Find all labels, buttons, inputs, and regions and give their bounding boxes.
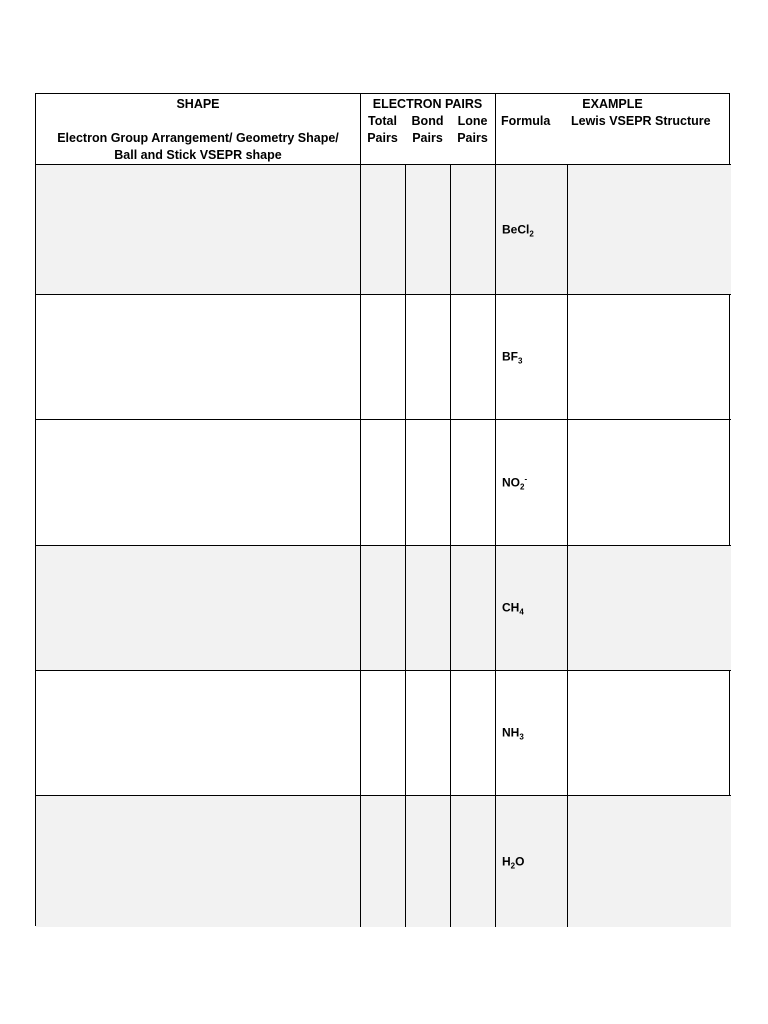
shape-cell[interactable] (36, 165, 361, 294)
table-row (36, 796, 731, 927)
table-header (36, 94, 731, 165)
formula-text: BeCl$_2$ (502, 221, 534, 239)
formula-text: $NO_2^-$ (502, 473, 528, 492)
worksheet-table (35, 93, 730, 926)
total-pairs-cell[interactable] (361, 546, 406, 670)
shape-cell[interactable] (36, 671, 361, 795)
header-example-title: EXAMPLE (582, 97, 643, 111)
header-shape-subtitle: Electron Group Arrangement/ Geometry Shape/ (57, 131, 339, 145)
table-row (36, 546, 731, 671)
table-row (36, 671, 731, 796)
lone-pairs-cell[interactable] (451, 295, 496, 419)
shape-cell[interactable] (36, 295, 361, 419)
formula-text: $NH_3$ (502, 725, 524, 742)
total-pairs-cell[interactable] (361, 671, 406, 795)
header-shape-subtitle-2: Ball and Stick VSEPR shape (114, 148, 282, 162)
formula-cell (496, 165, 568, 294)
table-row (36, 165, 731, 295)
header-shape-title: SHAPE (176, 97, 220, 111)
bond-pairs-cell[interactable] (406, 796, 451, 927)
lone-pairs-cell[interactable] (451, 671, 496, 795)
lewis-structure-cell[interactable] (568, 165, 730, 294)
shape-cell[interactable] (36, 420, 361, 545)
shape-cell[interactable] (36, 546, 361, 670)
bond-pairs-cell[interactable] (406, 546, 451, 670)
bond-pairs-cell[interactable] (406, 671, 451, 795)
table-row (36, 295, 731, 420)
lone-pairs-cell[interactable] (451, 420, 496, 545)
lone-pairs-cell[interactable] (451, 546, 496, 670)
total-pairs-cell[interactable] (361, 420, 406, 545)
header-electron-pairs-title: ELECTRON PAIRS (372, 97, 483, 111)
header-electron-pairs (360, 94, 496, 164)
lewis-structure-cell[interactable] (568, 796, 730, 927)
header-formula: Formula (501, 114, 551, 128)
formula-text: $H_2O$ (502, 853, 525, 871)
lewis-structure-cell[interactable] (568, 546, 730, 670)
formula-cell (496, 420, 568, 545)
formula-cell (496, 546, 568, 670)
formula-cell (496, 796, 568, 927)
lone-pairs-cell[interactable] (451, 165, 496, 294)
total-pairs-cell[interactable] (361, 796, 406, 927)
lone-pairs-cell[interactable] (451, 796, 496, 927)
bond-pairs-cell[interactable] (406, 420, 451, 545)
lewis-structure-cell[interactable] (568, 671, 730, 795)
header-total-pairs: Total Pairs (367, 114, 398, 145)
total-pairs-cell[interactable] (361, 295, 406, 419)
vsepr-worksheet (35, 93, 730, 926)
formula-text: $CH_4$ (502, 600, 524, 617)
bond-pairs-cell[interactable] (406, 295, 451, 419)
bond-pairs-cell[interactable] (406, 165, 451, 294)
header-shape (36, 94, 361, 164)
lewis-structure-cell[interactable] (568, 420, 730, 545)
formula-cell (496, 671, 568, 795)
formula-text: $BF_3$ (502, 349, 523, 366)
formula-cell (496, 295, 568, 419)
header-example (495, 94, 730, 164)
header-bond-pairs: Bond Pairs (411, 114, 444, 145)
header-lewis-structure: Lewis VSEPR Structure (571, 114, 711, 128)
lewis-structure-cell[interactable] (568, 295, 730, 419)
shape-cell[interactable] (36, 796, 361, 927)
header-lone-pairs: Lone Pairs (457, 114, 488, 145)
table-row (36, 420, 731, 546)
total-pairs-cell[interactable] (361, 165, 406, 294)
